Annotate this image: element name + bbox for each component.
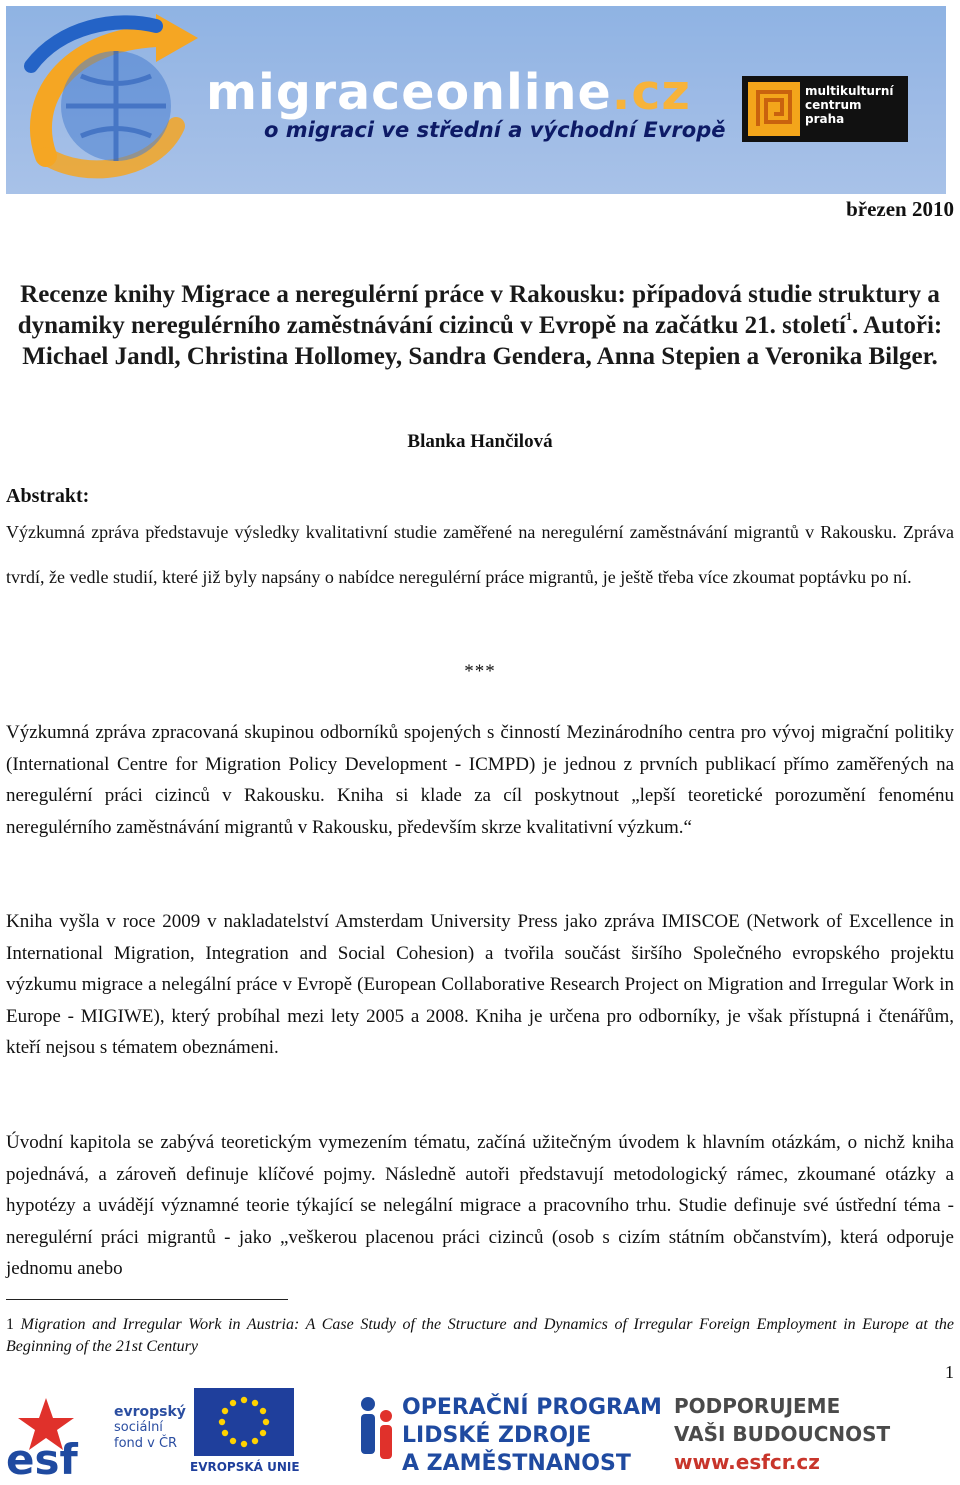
esf-logo bbox=[6, 1394, 186, 1478]
partner-name: multikulturní centrum praha bbox=[805, 84, 894, 126]
document-title: Recenze knihy Migrace a neregulérní práce v Rakousku: případová studie struktury a dynamiky neregulérního zaměstnávání cizinců v Evropě na začátku 21. století$^1$. Autoři: Michael Jandl, Christina Hollomey, Sandra Gendera, Anna Stepien a Veronika Bilger. bbox=[17, 281, 943, 370]
esf-name: evropský sociální fond v ČR bbox=[114, 1404, 186, 1451]
eu-flag-icon bbox=[194, 1388, 294, 1456]
document-date: březen 2010 bbox=[846, 197, 954, 221]
footnote: 1 Migration and Irregular Work in Austria: A Case Study of the Structure and Dynamics of Irregular Foreign Employment in Europe at the Beginning of the 21st Century bbox=[6, 1316, 954, 1355]
body-paragraph: Výzkumná zpráva zpracovaná skupinou odborníků spojených s činností Mezinárodního centra pro vývoj migrační politiky (International Centre for Migration Policy Development - ICMPD) je jednou z prvních publikací přímo zaměřených na neregulérní práci cizinců v Rakousku. Kniha si klade za cíl poskytnout „lepší teoretické porozumění fenoménu neregulérního zaměstnávání migrantů v Rakousku, především skrze kvalitativní výzkum.“ bbox=[6, 722, 954, 838]
page-number: 1 bbox=[945, 1362, 954, 1382]
support-slogan bbox=[674, 1392, 914, 1480]
section-separator: *** bbox=[464, 661, 496, 682]
sponsor-strip bbox=[0, 1380, 960, 1485]
footnote-reference[interactable]: 1 bbox=[845, 309, 852, 323]
spiral-icon bbox=[748, 82, 800, 136]
multikulturni-centrum-logo bbox=[742, 76, 908, 142]
site-tagline: o migraci ve střední a východní Evropě bbox=[264, 118, 726, 142]
eu-logo bbox=[190, 1388, 298, 1480]
author-name: Blanka Hančilová bbox=[407, 431, 553, 452]
body-paragraph: Kniha vyšla v roce 2009 v nakladatelství Amsterdam University Press jako zpráva IMISCOE (Network of Excellence in International Migration, Integration and Social Cohesion) a tvořila součást širšího Společného evropského projektu výzkumu migrace a nelegální práce v Evropě (European Collaborative Research Project on Migration and Irregular Work in Europe - MIGIWE), který probíhal mezi lety 2005 a 2008. Kniha je určena pro odborníky, je však přístupná i čtenářům, kteří nejsou s tématem obeznámeni. bbox=[6, 911, 954, 1059]
footnote-divider bbox=[6, 1299, 288, 1300]
op-name: OPERAČNÍ PROGRAM LIDSKÉ ZDROJE A ZAMĚSTNANOST bbox=[402, 1395, 662, 1476]
esf-star-icon bbox=[6, 1394, 112, 1478]
header-banner bbox=[6, 6, 946, 194]
eu-label: EVROPSKÁ UNIE bbox=[190, 1460, 300, 1474]
body-paragraph: Úvodní kapitola se zabývá teoretickým vymezením tématu, začíná užitečným úvodem k hlavním otázkám, o nichž kniha pojednává, a zároveň definuje klíčové pojmy. Následně autoři představují metodologický rámec, zkoumané otázky a hypotézy a uvádějí významné teorie týkající se nelegální migrace a pracovního trhu. Studie definuje své ústřední téma - neregulérní práci migrantů - jako „veškerou placenou práci cizinců (osob s cizím státním občanstvím), která odporuje jednomu anebo bbox=[6, 1132, 954, 1280]
slogan-line: PODPORUJEME bbox=[674, 1394, 841, 1418]
op-people-icon bbox=[356, 1392, 398, 1476]
svg-text:esf: esf bbox=[6, 1435, 78, 1478]
operational-programme-logo bbox=[356, 1392, 662, 1480]
site-name: migraceonline.cz bbox=[206, 64, 691, 121]
esf-website-link[interactable]: www.esfcr.cz bbox=[674, 1450, 820, 1474]
slogan-line: VAŠI BUDOUCNOST bbox=[674, 1422, 891, 1446]
abstract-heading: Abstrakt: bbox=[6, 485, 90, 507]
abstract-text: Výzkumná zpráva představuje výsledky kvalitativní studie zaměřené na neregulérní zaměstnávání migrantů v Rakousku. Zpráva tvrdí, že vedle studií, které již byly napsány o nabídce neregulérní práce migrantů, je ještě třeba více zkoumat poptávku po ní. bbox=[6, 522, 954, 587]
